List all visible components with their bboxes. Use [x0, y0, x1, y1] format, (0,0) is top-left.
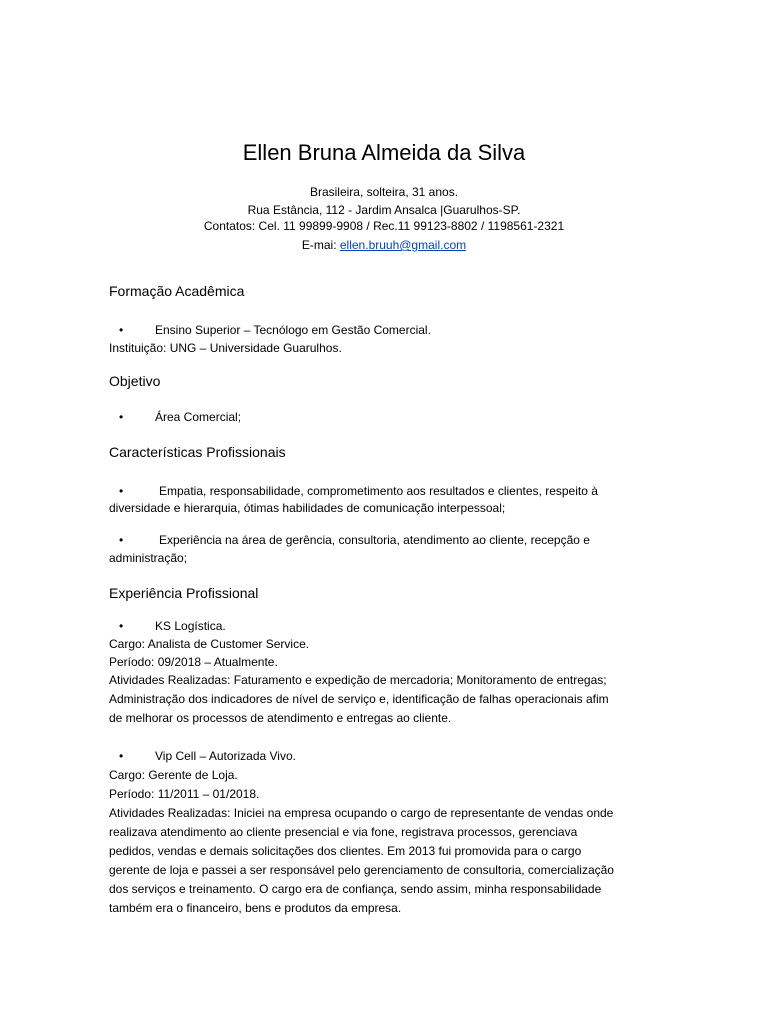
email-line — [0, 237, 768, 253]
objetivo-item: Área Comercial; — [155, 410, 242, 424]
bullet-icon: • — [119, 484, 124, 498]
address: Rua Estância, 112 - Jardim Ansalca |Guarulhos-SP. — [247, 203, 521, 217]
person-name: Ellen Bruna Almeida da Silva — [242, 140, 526, 165]
section-title-caracteristicas: Características Profissionais — [109, 444, 286, 460]
job-1-company: KS Logística. — [155, 619, 226, 633]
phone-contacts: Contatos: Cel. 11 99899-9908 / Rec.11 99123-8802 / 1198561-2321 — [203, 219, 565, 233]
job-2-atividades-line: Atividades Realizadas: Iniciei na empresa ocupando o cargo de representante de vendas onde — [109, 806, 614, 820]
caracteristica-1-line-2: diversidade e hierarquia, ótimas habilidades de comunicação interpessoal; — [109, 501, 506, 515]
bullet-icon: • — [119, 323, 124, 337]
job-1-atividades-line: Administração dos indicadores de nível de serviço e, identificação de falhas operacionais afim — [109, 692, 609, 706]
bullet-icon: • — [119, 533, 124, 547]
job-2-periodo: Período: 11/2011 – 01/2018. — [109, 787, 260, 801]
section-title-formacao: Formação Acadêmica — [109, 283, 245, 299]
caracteristica-2-line-1: Experiência na área de gerência, consultoria, atendimento ao cliente, recepção e — [159, 533, 590, 547]
formacao-item: Ensino Superior – Tecnólogo em Gestão Comercial. — [155, 323, 431, 337]
bullet-icon: • — [119, 749, 124, 763]
job-1-atividades-line: de melhorar os processos de atendimento e entregas ao cliente. — [109, 711, 452, 725]
job-1-cargo: Cargo: Analista de Customer Service. — [109, 637, 310, 651]
job-2-atividades-line: também era o financeiro, bens e produtos da empresa. — [109, 901, 402, 915]
job-1-periodo: Período: 09/2018 – Atualmente. — [109, 655, 278, 669]
caracteristica-2-line-2: administração; — [109, 551, 188, 565]
job-1-atividades-line: Atividades Realizadas: Faturamento e expedição de mercadoria; Monitoramento de entregas; — [109, 673, 607, 687]
job-2-atividades-line: dos serviços e treinamento. O cargo era de confiança, sendo assim, minha responsabilidade — [109, 882, 602, 896]
job-2-cargo: Cargo: Gerente de Loja. — [109, 768, 238, 782]
job-2-atividades-line: gerente de loja e passei a ser responsável pelo gerenciamento de consultoria, comercialização — [109, 863, 614, 877]
caracteristica-1-line-1: Empatia, responsabilidade, comprometimento aos resultados e clientes, respeito à — [159, 484, 598, 498]
section-title-objetivo: Objetivo — [109, 373, 161, 389]
job-2-atividades-line: realizava atendimento ao cliente presencial e via fone, registrava processos, gerenciava — [109, 825, 578, 839]
bullet-icon: • — [119, 410, 124, 424]
bullet-icon: • — [119, 619, 124, 633]
job-2-atividades-line: pedidos, vendas e demais solicitações dos clientes. Em 2013 fui promovida para o cargo — [109, 844, 582, 858]
formacao-institution: Instituição: UNG – Universidade Guarulhos. — [109, 341, 342, 355]
email-link[interactable]: ellen.bruuh@gmail.com — [339, 238, 467, 252]
email-label: E-mai: — [301, 238, 340, 252]
job-2-company: Vip Cell – Autorizada Vivo. — [155, 749, 296, 763]
personal-info: Brasileira, solteira, 31 anos. — [309, 185, 459, 199]
section-title-experiencia: Experiência Profissional — [109, 585, 259, 601]
